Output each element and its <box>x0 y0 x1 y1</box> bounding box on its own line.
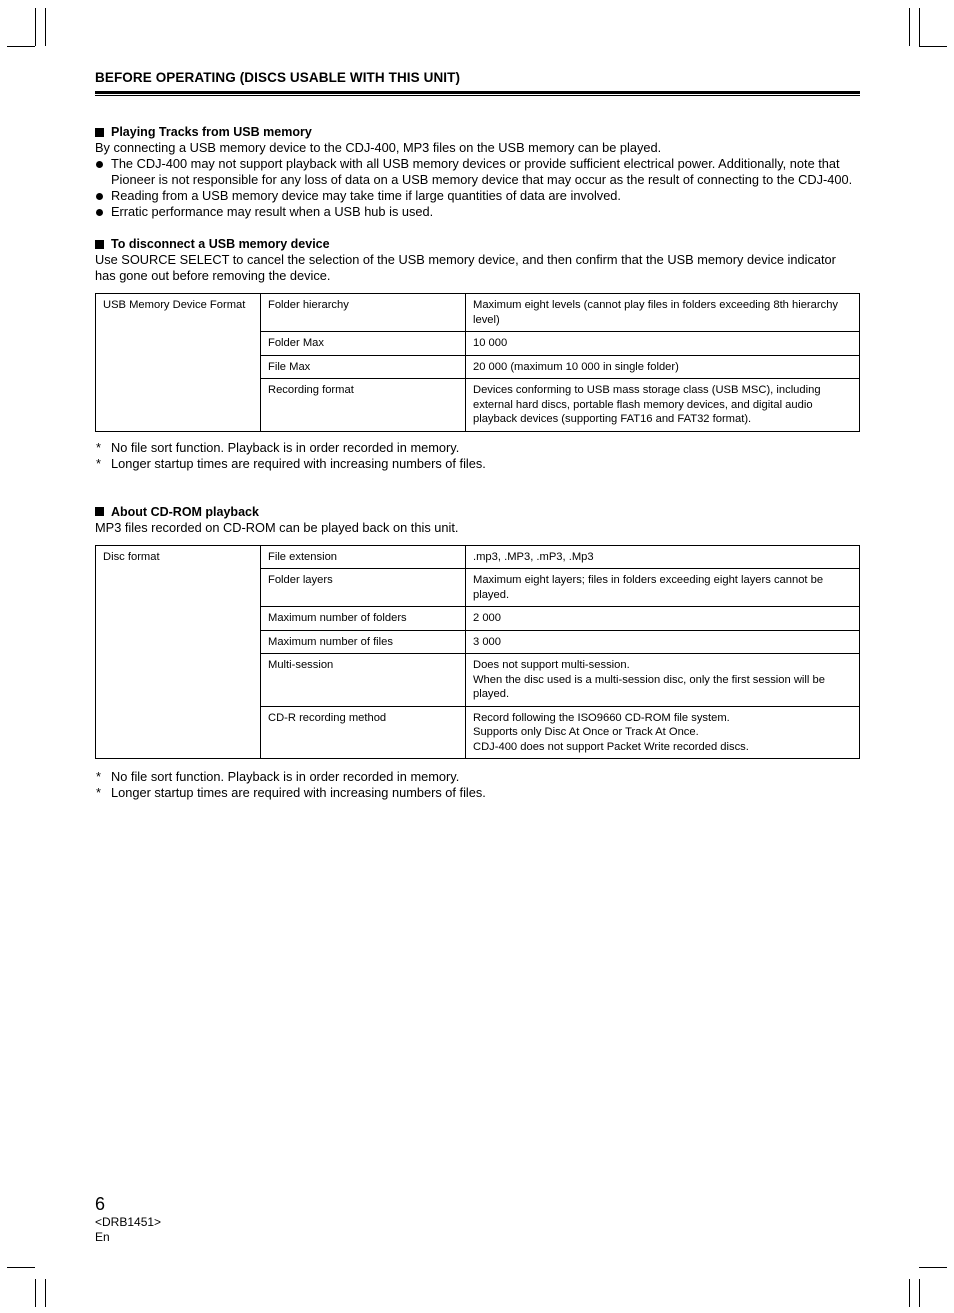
table-cell-value: 10 000 <box>466 332 860 356</box>
usb-note <box>95 456 860 472</box>
table-cell-value: Devices conforming to USB mass storage class (USB MSC), including external hard discs, portable flash memory devices, and digital audio playback devices (supporting FAT16 and FAT32 format). <box>466 379 860 432</box>
cdrom-spec-table <box>95 545 860 760</box>
usb-note-text: No file sort function. Playback is in order recorded in memory. <box>111 439 460 455</box>
table-cell-item: CD-R recording method <box>261 706 466 759</box>
doc-code: <DRB1451> <box>95 1215 162 1229</box>
table-cell-value <box>466 706 860 759</box>
table-cell-item: Folder Max <box>261 332 466 356</box>
usb-bullet-text: Erratic performance may result when a USB hub is used. <box>111 204 434 219</box>
crop-mark <box>35 1279 36 1307</box>
crop-mark <box>919 1279 920 1307</box>
value-line: Supports only Disc At Once or Track At Once. <box>473 726 699 738</box>
value-line: Record following the ISO9660 CD-ROM file system. <box>473 711 730 724</box>
crop-mark <box>919 1267 947 1268</box>
value-line: Does not support multi-session. <box>473 659 630 671</box>
language-code: En <box>95 1230 110 1244</box>
table-cell-item: Maximum number of folders <box>261 607 466 631</box>
table-row <box>96 545 860 569</box>
bullet-dot-icon <box>96 209 103 216</box>
cdrom-note <box>95 785 860 801</box>
table-cell-value: Maximum eight layers; files in folders exceeding eight layers cannot be played. <box>466 569 860 607</box>
table-cell-value: Maximum eight levels (cannot play files in folders exceeding 8th hierarchy level) <box>466 294 860 332</box>
table-cell-item: File Max <box>261 355 466 379</box>
bullet-dot-icon <box>96 193 103 200</box>
usb-bullet-text: Reading from a USB memory device may take time if large quantities of data are involved. <box>111 188 621 203</box>
manual-page <box>95 70 860 801</box>
disconnect-heading <box>95 236 860 252</box>
cdrom-note-text: Longer startup times are required with increasing numbers of files. <box>111 785 486 800</box>
crop-mark <box>919 46 947 47</box>
crop-mark <box>919 8 920 46</box>
square-bullet-icon <box>95 507 104 516</box>
crop-mark <box>7 46 35 47</box>
table-cell-item: Folder hierarchy <box>261 294 466 332</box>
disconnect-body: Use SOURCE SELECT to cancel the selection of the USB memory device, and then confirm that the USB memory device indicator has gone out before removing the device. <box>95 252 836 283</box>
table-cell-item: File extension <box>261 545 466 569</box>
cdrom-heading <box>95 504 860 520</box>
crop-mark <box>909 8 910 46</box>
square-bullet-icon <box>95 128 104 137</box>
square-bullet-icon <box>95 240 104 249</box>
usb-group-label: USB Memory Device Format <box>96 294 261 432</box>
asterisk-icon: * <box>96 439 101 455</box>
usb-intro: By connecting a USB memory device to the CDJ-400, MP3 files on the USB memory can be played. <box>95 140 662 155</box>
page-number: 6 <box>95 1194 106 1214</box>
crop-mark <box>909 1279 910 1307</box>
table-cell-value: 3 000 <box>466 630 860 654</box>
crop-mark <box>35 8 36 46</box>
table-cell-item: Recording format <box>261 379 466 432</box>
page-title: BEFORE OPERATING (DISCS USABLE WITH THIS UNIT) <box>95 70 461 85</box>
bullet-dot-icon <box>96 161 103 168</box>
usb-spec-table <box>95 293 860 432</box>
cdrom-note <box>95 769 860 785</box>
table-cell-item: Folder layers <box>261 569 466 607</box>
value-line: CDJ-400 does not support Packet Write recorded discs. <box>473 740 749 753</box>
cdrom-body: MP3 files recorded on CD-ROM can be played back on this unit. <box>95 519 459 535</box>
usb-bullet <box>95 156 860 188</box>
usb-bullet <box>95 188 860 204</box>
usb-bullet-text: The CDJ-400 may not support playback with all USB memory devices or provide sufficient electrical power. Additionally, note that Pioneer is not responsible for any loss of data on a USB memory device that may occur as the result of connecting to the CDJ-400. <box>111 156 853 187</box>
asterisk-icon: * <box>96 785 101 800</box>
cdrom-note-text: No file sort function. Playback is in order recorded in memory. <box>111 769 460 784</box>
usb-bullet <box>95 204 860 220</box>
table-cell-value: 2 000 <box>466 607 860 631</box>
asterisk-icon: * <box>96 455 101 471</box>
crop-mark <box>45 8 46 46</box>
usb-heading-text: Playing Tracks from USB memory <box>111 125 312 139</box>
crop-mark <box>7 1267 35 1268</box>
asterisk-icon: * <box>96 769 101 784</box>
cdrom-group-label: Disc format <box>96 545 261 759</box>
usb-note-text: Longer startup times are required with increasing numbers of files. <box>111 455 486 471</box>
table-cell-value: .mp3, .MP3, .mP3, .Mp3 <box>466 545 860 569</box>
table-cell-item: Maximum number of files <box>261 630 466 654</box>
table-cell-value <box>466 654 860 707</box>
disconnect-heading-text: To disconnect a USB memory device <box>111 237 330 251</box>
table-cell-value: 20 000 (maximum 10 000 in single folder) <box>466 355 860 379</box>
title-rule <box>95 91 860 94</box>
cdrom-heading-text: About CD-ROM playback <box>111 504 259 519</box>
crop-mark <box>45 1279 46 1307</box>
value-line: When the disc used is a multi-session disc, only the first session will be played. <box>473 673 825 700</box>
usb-heading <box>95 124 860 140</box>
table-cell-item: Multi-session <box>261 654 466 707</box>
usb-note <box>95 440 860 456</box>
table-row <box>96 294 860 332</box>
